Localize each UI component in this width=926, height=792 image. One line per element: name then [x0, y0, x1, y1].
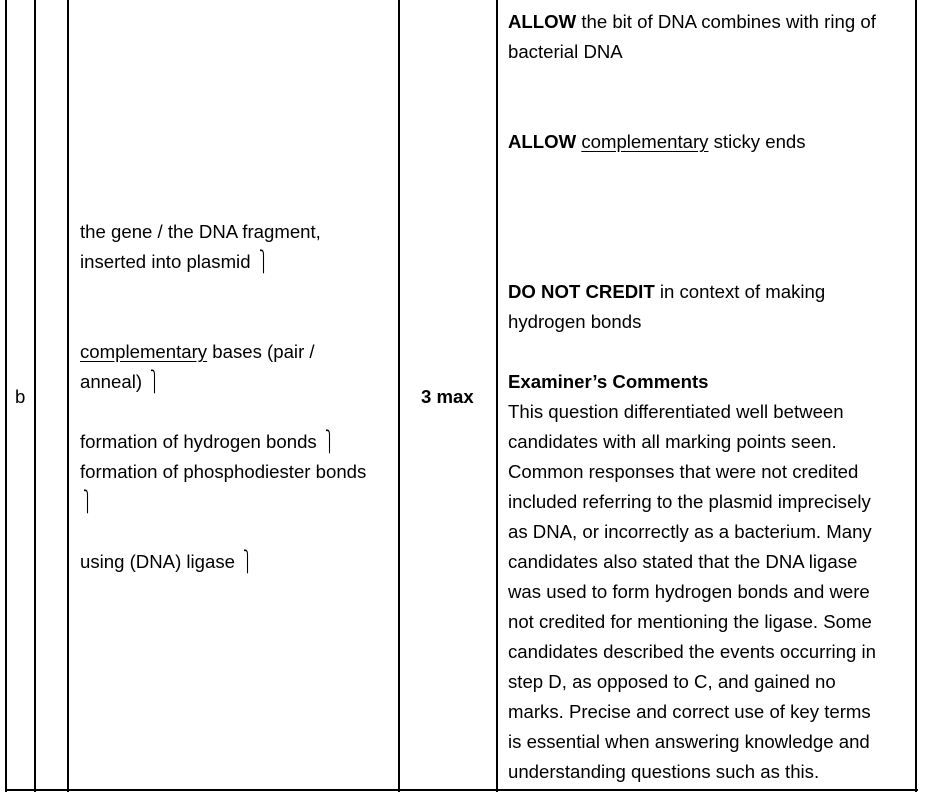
- column-divider-4: [496, 0, 498, 792]
- answer-point-2-line2: anneal) ⎫: [80, 367, 162, 397]
- allow-note-1-line1: ALLOW the bit of DNA combines with ring of: [508, 11, 876, 32]
- column-divider-3: [398, 0, 400, 792]
- tick-mark-icon: ⎫: [258, 251, 268, 273]
- part-label: b: [15, 386, 26, 407]
- table-border-left: [5, 0, 7, 792]
- examiner-line: understanding questions such as this.: [508, 761, 820, 782]
- table-border-bottom: [5, 789, 918, 791]
- tick-mark-icon: ⎫: [83, 491, 92, 513]
- tick-mark-icon: ⎫: [243, 551, 253, 573]
- do-not-credit-line1: DO NOT CREDIT in context of making: [508, 281, 826, 302]
- examiner-line: marks. Precise and correct use of key terms: [508, 701, 871, 722]
- answer-point-4: formation of phosphodiester bonds: [80, 461, 367, 482]
- answer-point-4-tick: [80, 487, 95, 517]
- marks-value: 3 max: [421, 386, 474, 407]
- answer-point-3: formation of hydrogen bonds ⎫: [80, 427, 337, 457]
- tick-mark-icon: ⎫: [324, 431, 334, 453]
- examiner-comments-heading: Examiner’s Comments: [508, 371, 709, 392]
- allow-note-1-line2: bacterial DNA: [508, 41, 623, 62]
- examiner-line: candidates described the events occurring in: [508, 641, 876, 662]
- examiner-line: candidates also stated that the DNA ligase: [508, 551, 858, 572]
- do-not-credit-line2: hydrogen bonds: [508, 311, 642, 332]
- answer-point-1-line1: the gene / the DNA fragment,: [80, 221, 321, 242]
- examiner-line: candidates with all marking points seen.: [508, 431, 837, 452]
- answer-point-5: using (DNA) ligase ⎫: [80, 547, 255, 577]
- examiner-line: included referring to the plasmid imprecisely: [508, 491, 871, 512]
- examiner-line: as DNA, or incorrectly as a bacterium. Many: [508, 521, 872, 542]
- answer-point-2-line1: complementary bases (pair /: [80, 341, 315, 362]
- tick-mark-icon: ⎫: [150, 371, 160, 393]
- examiner-line: Common responses that were not credited: [508, 461, 859, 482]
- column-divider-2: [67, 0, 69, 792]
- examiner-line: This question differentiated well between: [508, 401, 844, 422]
- examiner-line: was used to form hydrogen bonds and were: [508, 581, 870, 602]
- examiner-line: is essential when answering knowledge and: [508, 731, 870, 752]
- column-divider-1: [34, 0, 36, 792]
- allow-note-2: ALLOW complementary sticky ends: [508, 131, 806, 152]
- table-border-right: [915, 0, 917, 792]
- examiner-line: step D, as opposed to C, and gained no: [508, 671, 836, 692]
- answer-point-1-line2: inserted into plasmid ⎫: [80, 247, 271, 277]
- examiner-line: not credited for mentioning the ligase. Some: [508, 611, 872, 632]
